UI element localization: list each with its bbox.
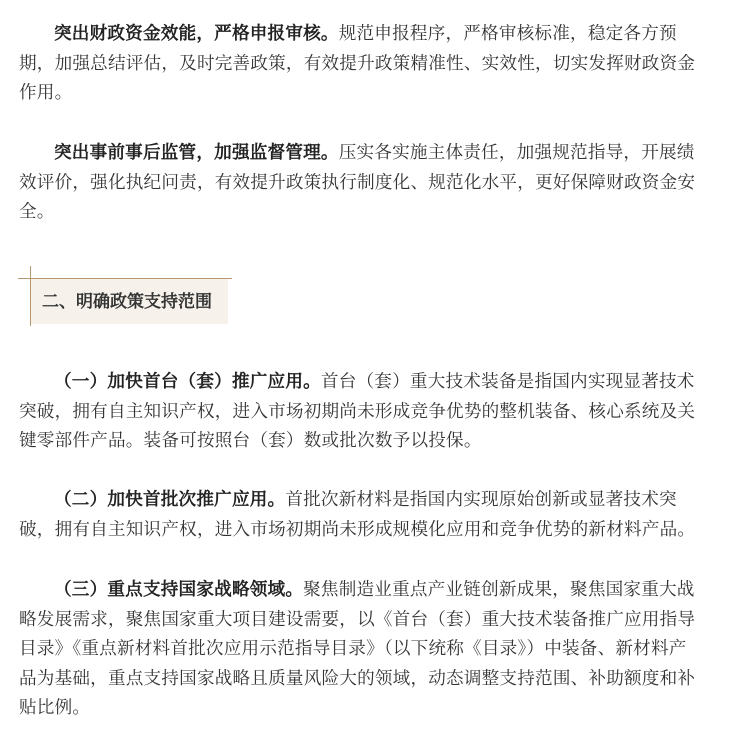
paragraph-supervision — [19, 139, 699, 228]
paragraph-body: 首台（套）重大技术装备是指国内实现显著技术突破，拥有自主知识产权，进入市场初期尚未形成竞争优势的整机装备、核心系统及关键零部件产品。装备可按照台（套）数或批次数予以投保。 — [19, 372, 696, 451]
heading-decor-line-horizontal — [18, 278, 232, 279]
paragraph-lead: （一）加快首台（套）推广应用。 — [54, 372, 321, 392]
paragraph-strategic-fields — [19, 576, 699, 724]
paragraph-body: 聚焦制造业重点产业链创新成果，聚焦国家重大战略发展需求，聚焦国家重大项目建设需要，以《首台（套）重大技术装备推广应用指导目录》《重点新材料首批次应用示范指导目录》（以下统称《目录》）中装备、新材料产品为基础，重点支持国家战略且质量风险大的领域，动态调整支持范围、补助额度和补贴比例。 — [19, 580, 696, 718]
section-heading: 二、明确政策支持范围 — [42, 292, 212, 312]
paragraph-fiscal-efficiency — [19, 20, 699, 109]
heading-decor-line-vertical — [30, 266, 31, 326]
paragraph-body: 压实各实施主体责任，加强规范指导，开展绩效评价，强化执纪问责，有效提升政策执行制度化、规范化水平，更好保障财政资金安全。 — [19, 143, 696, 222]
paragraph-lead: 突出事前事后监管，加强监督管理。 — [54, 143, 339, 163]
paragraph-first-set-equipment — [19, 368, 699, 457]
paragraph-first-batch-materials — [19, 486, 699, 545]
paragraph-lead: （三）重点支持国家战略领域。 — [54, 580, 304, 600]
paragraph-lead: 突出财政资金效能，严格申报审核。 — [54, 24, 339, 44]
paragraph-body: 首批次新材料是指国内实现原始创新或显著技术突破，拥有自主知识产权，进入市场初期尚未形成规模化应用和竞争优势的新材料产品。 — [19, 490, 696, 540]
paragraph-body: 规范申报程序，严格审核标准，稳定各方预期，加强总结评估，及时完善政策，有效提升政策精准性、实效性，切实发挥财政资金作用。 — [19, 24, 696, 103]
paragraph-lead: （二）加快首批次推广应用。 — [54, 490, 286, 510]
